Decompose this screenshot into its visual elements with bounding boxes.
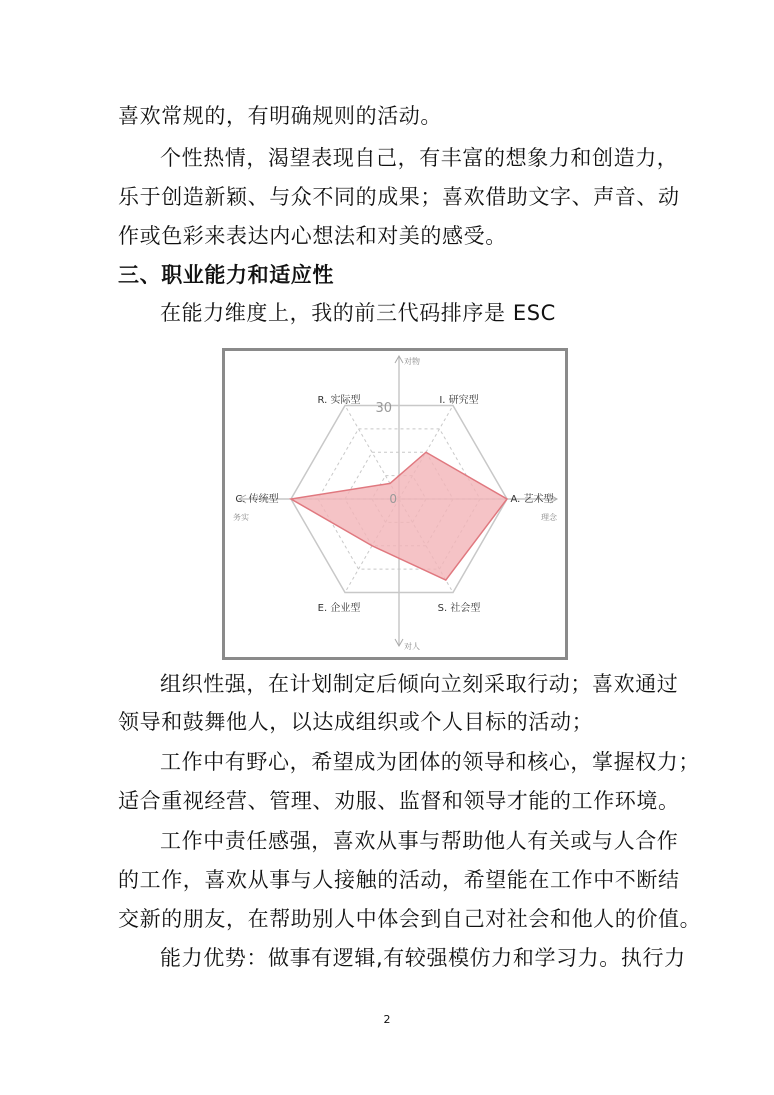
paragraph-line: 工作中有野心，希望成为团体的领导和核心，掌握权力； [160,750,700,774]
paragraph-line: 乐于创造新颖、与众不同的成果；喜欢借助文字、声音、动 [118,185,680,209]
paragraph-line: 个性热情，渴望表现自己，有丰富的想象力和创造力， [160,146,679,170]
paragraph-line: 能力优势：做事有逻辑,有较强模仿力和学习力。执行力 [160,946,686,970]
radar-chart [222,348,568,660]
section-heading: 三、职业能力和适应性 [118,263,334,287]
axis-label: C. 传统型 [235,494,279,505]
radar-svg [225,351,565,657]
tick-label: 30 [375,401,392,416]
dimension-label: 对人 [404,642,420,651]
dimension-label: 务实 [233,513,249,522]
dimension-label: 对物 [404,357,420,366]
axis-label: S. 社会型 [437,603,481,614]
paragraph-line: 喜欢常规的，有明确规则的活动。 [118,104,442,128]
paragraph-line: 作或色彩来表达内心想法和对美的感受。 [118,224,507,248]
axis-label: R. 实际型 [317,395,361,406]
page-number: 2 [383,1013,391,1026]
tick-label: 0 [389,492,397,506]
paragraph-line: 交新的朋友，在帮助别人中体会到自己对社会和他人的价值。 [118,907,702,931]
axis-label: A. 艺术型 [510,494,554,505]
intro-line: 在能力维度上，我的前三代码排序是 ESC [160,301,556,325]
paragraph-line: 组织性强，在计划制定后倾向立刻采取行动；喜欢通过 [160,672,679,696]
paragraph-line: 领导和鼓舞他人，以达成组织或个人目标的活动； [118,710,594,734]
axis-label: E. 企业型 [317,603,361,614]
paragraph-line: 工作中责任感强，喜欢从事与帮助他人有关或与人合作 [160,829,679,853]
paragraph-line: 的工作，喜欢从事与人接触的活动，希望能在工作中不断结 [118,868,680,892]
axis-label: I. 研究型 [439,395,479,406]
dimension-label: 理念 [541,513,557,522]
paragraph-line: 适合重视经营、管理、劝服、监督和领导才能的工作环境。 [118,789,680,813]
